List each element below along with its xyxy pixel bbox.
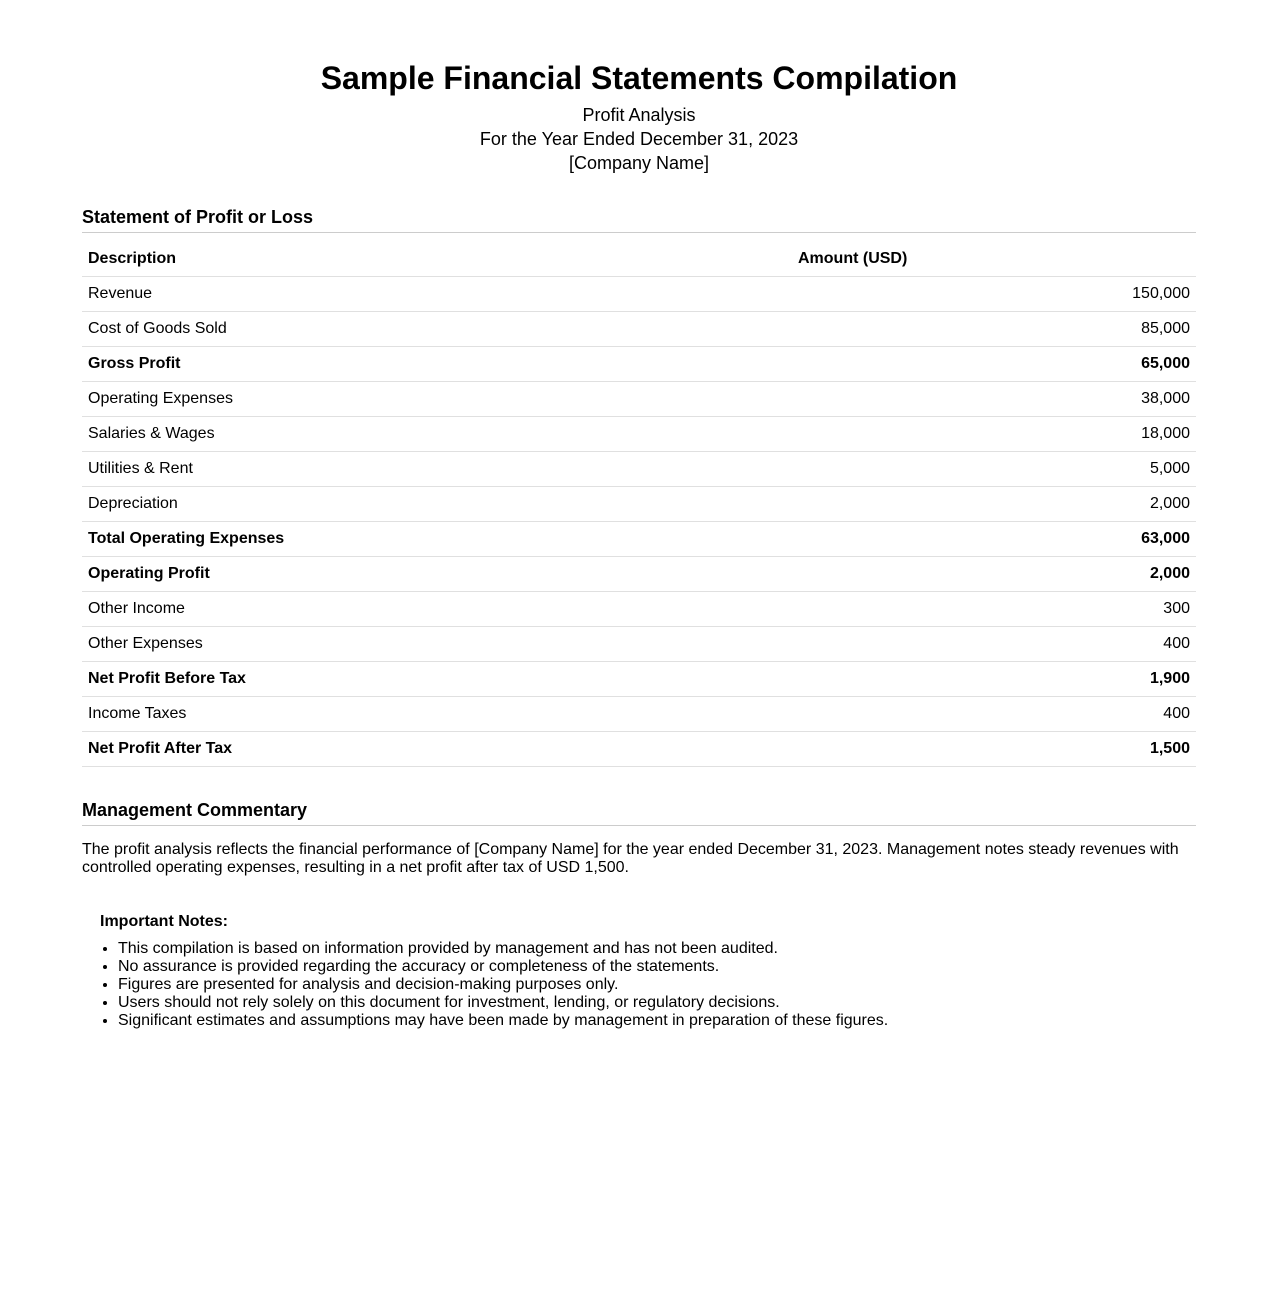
table-row xyxy=(82,522,1196,557)
row-label: Gross Profit xyxy=(82,347,792,382)
report-period: For the Year Ended December 31, 2023 xyxy=(479,129,799,149)
important-notes xyxy=(82,912,1196,1030)
row-amount: 1,500 xyxy=(792,732,1196,767)
commentary-section xyxy=(82,798,1196,1030)
row-label: Utilities & Rent xyxy=(82,452,792,487)
row-label: Salaries & Wages xyxy=(82,417,792,452)
row-label: Operating Expenses xyxy=(82,382,792,417)
document-header xyxy=(0,0,1278,175)
table-row xyxy=(82,662,1196,697)
table-row xyxy=(82,312,1196,347)
page-title: Sample Financial Statements Compilation xyxy=(320,60,958,96)
row-label: Net Profit Before Tax xyxy=(82,662,792,697)
row-label: Other Income xyxy=(82,592,792,627)
list-item: • Significant estimates and assumptions may have been made by management in preparation of these figures. xyxy=(118,1012,1196,1030)
row-amount: 85,000 xyxy=(792,312,1196,347)
description-column-header: Description xyxy=(82,242,792,277)
notes-title: Important Notes: xyxy=(100,913,228,930)
table-row xyxy=(82,627,1196,662)
amount-column-header: Amount (USD) xyxy=(792,242,1196,277)
row-amount: 2,000 xyxy=(792,487,1196,522)
profit-loss-table xyxy=(82,242,1196,767)
row-amount: 2,000 xyxy=(792,557,1196,592)
table-row xyxy=(82,452,1196,487)
statement-section xyxy=(82,205,1196,767)
row-label: Other Expenses xyxy=(82,627,792,662)
table-header-row xyxy=(82,242,1196,277)
table-row xyxy=(82,557,1196,592)
row-amount: 1,900 xyxy=(792,662,1196,697)
row-label: Total Operating Expenses xyxy=(82,522,792,557)
row-amount: 5,000 xyxy=(792,452,1196,487)
commentary-text: The profit analysis reflects the financial performance of [Company Name] for the year ended December 31, 2023. Management notes steady revenues with controlled operating expenses, resulting in a net profit after tax of USD 1,500. xyxy=(82,841,1179,876)
row-amount: 63,000 xyxy=(792,522,1196,557)
row-amount: 18,000 xyxy=(792,417,1196,452)
table-body xyxy=(82,277,1196,767)
table-row xyxy=(82,487,1196,522)
statement-title: Statement of Profit or Loss xyxy=(82,205,1196,233)
report-subtitle: Profit Analysis xyxy=(582,105,696,125)
row-label: Revenue xyxy=(82,277,792,312)
table-row xyxy=(82,382,1196,417)
list-item: • Figures are presented for analysis and decision-making purposes only. xyxy=(118,976,1196,994)
row-amount: 400 xyxy=(792,697,1196,732)
table-row xyxy=(82,592,1196,627)
table-row xyxy=(82,417,1196,452)
row-amount: 38,000 xyxy=(792,382,1196,417)
row-amount: 300 xyxy=(792,592,1196,627)
row-label: Depreciation xyxy=(82,487,792,522)
table-row xyxy=(82,347,1196,382)
commentary-title: Management Commentary xyxy=(82,798,1196,826)
list-item: • This compilation is based on information provided by management and has not been audited. xyxy=(118,940,1196,958)
company-name: [Company Name] xyxy=(568,153,710,173)
notes-list xyxy=(100,940,1196,1030)
row-label: Net Profit After Tax xyxy=(82,732,792,767)
row-amount: 400 xyxy=(792,627,1196,662)
table-row xyxy=(82,732,1196,767)
list-item: • Users should not rely solely on this document for investment, lending, or regulatory decisions. xyxy=(118,994,1196,1012)
table-row xyxy=(82,277,1196,312)
row-label: Operating Profit xyxy=(82,557,792,592)
row-amount: 65,000 xyxy=(792,347,1196,382)
row-label: Income Taxes xyxy=(82,697,792,732)
table-row xyxy=(82,697,1196,732)
row-amount: 150,000 xyxy=(792,277,1196,312)
row-label: Cost of Goods Sold xyxy=(82,312,792,347)
list-item: • No assurance is provided regarding the accuracy or completeness of the statements. xyxy=(118,958,1196,976)
